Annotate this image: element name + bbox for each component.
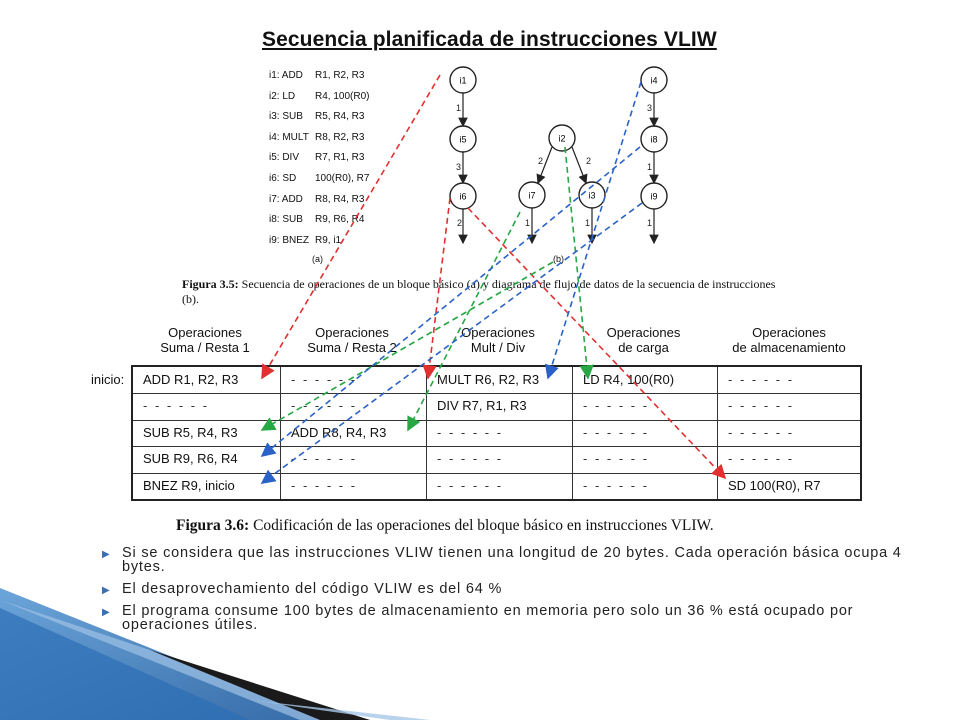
figure-3-6-text: Codificación de las operaciones del bloque básico en instrucciones VLIW. [249,517,714,534]
instruction-operands: 100(R0), R7 [315,172,370,184]
instruction-label: i6: SD [269,172,297,184]
table-cell: - - - - - - [583,424,650,440]
bullet-item [102,581,912,597]
row-divider [133,473,860,474]
instruction-operands: R9, R6, R4 [315,214,365,226]
instruction-operands: R8, R2, R3 [315,131,365,143]
table-cell: - - - - - - [437,451,504,467]
instruction-label: i2: LD [269,90,296,102]
table-cell: SD 100(R0), R7 [728,477,821,493]
inicio-label: inicio: [91,372,125,387]
table-cell: - - - - - - [728,398,795,414]
graph-node-label: i9 [650,191,658,202]
table-cell: BNEZ R9, inicio [143,477,235,493]
instruction-operands: R7, R1, R3 [315,152,365,164]
instruction-operands: R8, R4, R3 [315,193,365,205]
triangle-right-icon: ▶ [102,585,111,596]
edge-latency-label: 1 [647,162,653,172]
column-header [425,325,571,355]
table-grid [131,365,862,501]
instruction-label: i1: ADD [269,70,303,81]
triangle-right-icon: ▶ [102,549,111,560]
table-cell: - - - - - - [291,451,358,467]
table-cell: LD R4, 100(R0) [583,372,675,387]
edge-latency-label: 3 [456,162,462,172]
column-header-line2: Mult / Div [470,340,526,355]
graph-node-label: i5 [459,134,467,145]
graph-node-label: i6 [459,191,467,202]
edge-latency-label: 1 [456,103,462,113]
vliw-table [131,323,862,493]
row-divider [133,446,860,447]
instruction-operands: R9, i1 [315,234,342,246]
table-header [131,323,862,365]
edge-latency-label: 1 [647,218,653,228]
instruction-operands: R5, R4, R3 [315,111,365,123]
table-cell: - - - - - - [437,477,504,493]
graph-node-label: i2 [558,133,566,144]
edge-latency-label: 2 [457,218,463,228]
column-header-line2: de almacenamiento [732,340,846,355]
instruction-label: i4: MULT [269,131,309,143]
triangle-right-icon: ▶ [102,607,111,618]
row-divider [133,393,860,394]
instruction-label: i3: SUB [269,111,303,123]
table-cell: - - - - - - [583,477,650,493]
table-cell: - - - - - - [437,424,504,440]
bullet-list [102,545,912,640]
column-header-line2: de carga [618,340,669,355]
column-divider [572,367,573,499]
figure-3-6-label: Figura 3.6: [176,517,250,534]
column-header-line1: Operaciones [315,325,389,340]
table-cell: ADD R8, R4, R3 [291,424,387,440]
table-cell: - - - - - - [583,398,650,414]
table-cell: - - - - - - [291,477,358,493]
column-header-line2: Suma / Resta 1 [160,340,250,355]
column-header [716,325,862,355]
subfigure-b-label: (b) [553,254,564,264]
column-header [279,325,425,355]
column-divider [426,367,427,499]
table-cell: - - - - - - [728,451,795,467]
edge-latency-label: 1 [585,218,591,228]
table-cell: - - - - - - [291,372,358,387]
table-cell: ADD R1, R2, R3 [143,372,239,387]
column-header [131,325,279,355]
table-cell: DIV R7, R1, R3 [437,398,527,414]
graph-node-label: i4 [650,75,658,86]
figure-3-5-caption [182,277,782,307]
table-cell: SUB R5, R4, R3 [143,424,238,440]
column-header-line1: Operaciones [606,325,681,340]
graph-node-label: i1 [459,75,467,86]
edge-latency-label: 3 [647,103,653,113]
edge-latency-label: 2 [538,156,544,166]
graph-edge [572,147,586,183]
instruction-label: i5: DIV [269,152,300,164]
figure-3-5-text: Secuencia de operaciones de un bloque básico (a) y diagrama de flujo de datos de la secuencia de instrucciones (b). [182,277,776,306]
subfigure-a-label: (a) [312,254,323,264]
bullet-text: El programa consume 100 bytes de almacenamiento en memoria pero solo un 36 % está ocupado por operaciones útiles. [122,603,854,633]
graph-node-label: i7 [528,190,536,201]
table-cell: - - - - - - [143,398,210,414]
column-divider [717,367,718,499]
column-header-line2: Suma / Resta 2 [307,340,397,355]
column-header-line1: Operaciones [752,325,826,340]
figure-3-6-caption [176,517,714,535]
column-header-line1: Operaciones [168,325,242,340]
table-cell: - - - - - - [728,372,795,387]
table-cell: SUB R9, R6, R4 [143,451,238,467]
table-cell: - - - - - - [291,398,358,414]
graph-node-label: i8 [650,134,658,145]
edge-latency-label: 2 [586,156,592,166]
column-header [571,325,716,355]
instruction-operands: R4, 100(R0) [315,90,370,102]
graph-node-label: i3 [588,190,596,201]
column-divider [280,367,281,499]
table-cell: MULT R6, R2, R3 [437,372,540,387]
figure-3-5-label: Figura 3.5: [182,277,239,291]
bullet-item [102,545,912,575]
instruction-label: i9: BNEZ [269,234,310,246]
instruction-operands: R1, R2, R3 [315,70,365,81]
bullet-item [102,603,912,633]
bullet-text: Si se considera que las instrucciones VLIW tienen una longitud de 20 bytes. Cada operación básica ocupa 4 bytes. [122,545,902,575]
table-cell: - - - - - - [583,451,650,467]
slide-title: Secuencia planificada de instrucciones VLIW [262,28,717,51]
instruction-label: i7: ADD [269,193,303,205]
row-divider [133,420,860,421]
instruction-label: i8: SUB [269,214,303,226]
table-cell: - - - - - - [728,424,795,440]
bullet-text: El desaprovechamiento del código VLIW es del 64 % [122,581,503,597]
column-header-line1: Operaciones [461,325,535,340]
edge-latency-label: 1 [525,218,531,228]
